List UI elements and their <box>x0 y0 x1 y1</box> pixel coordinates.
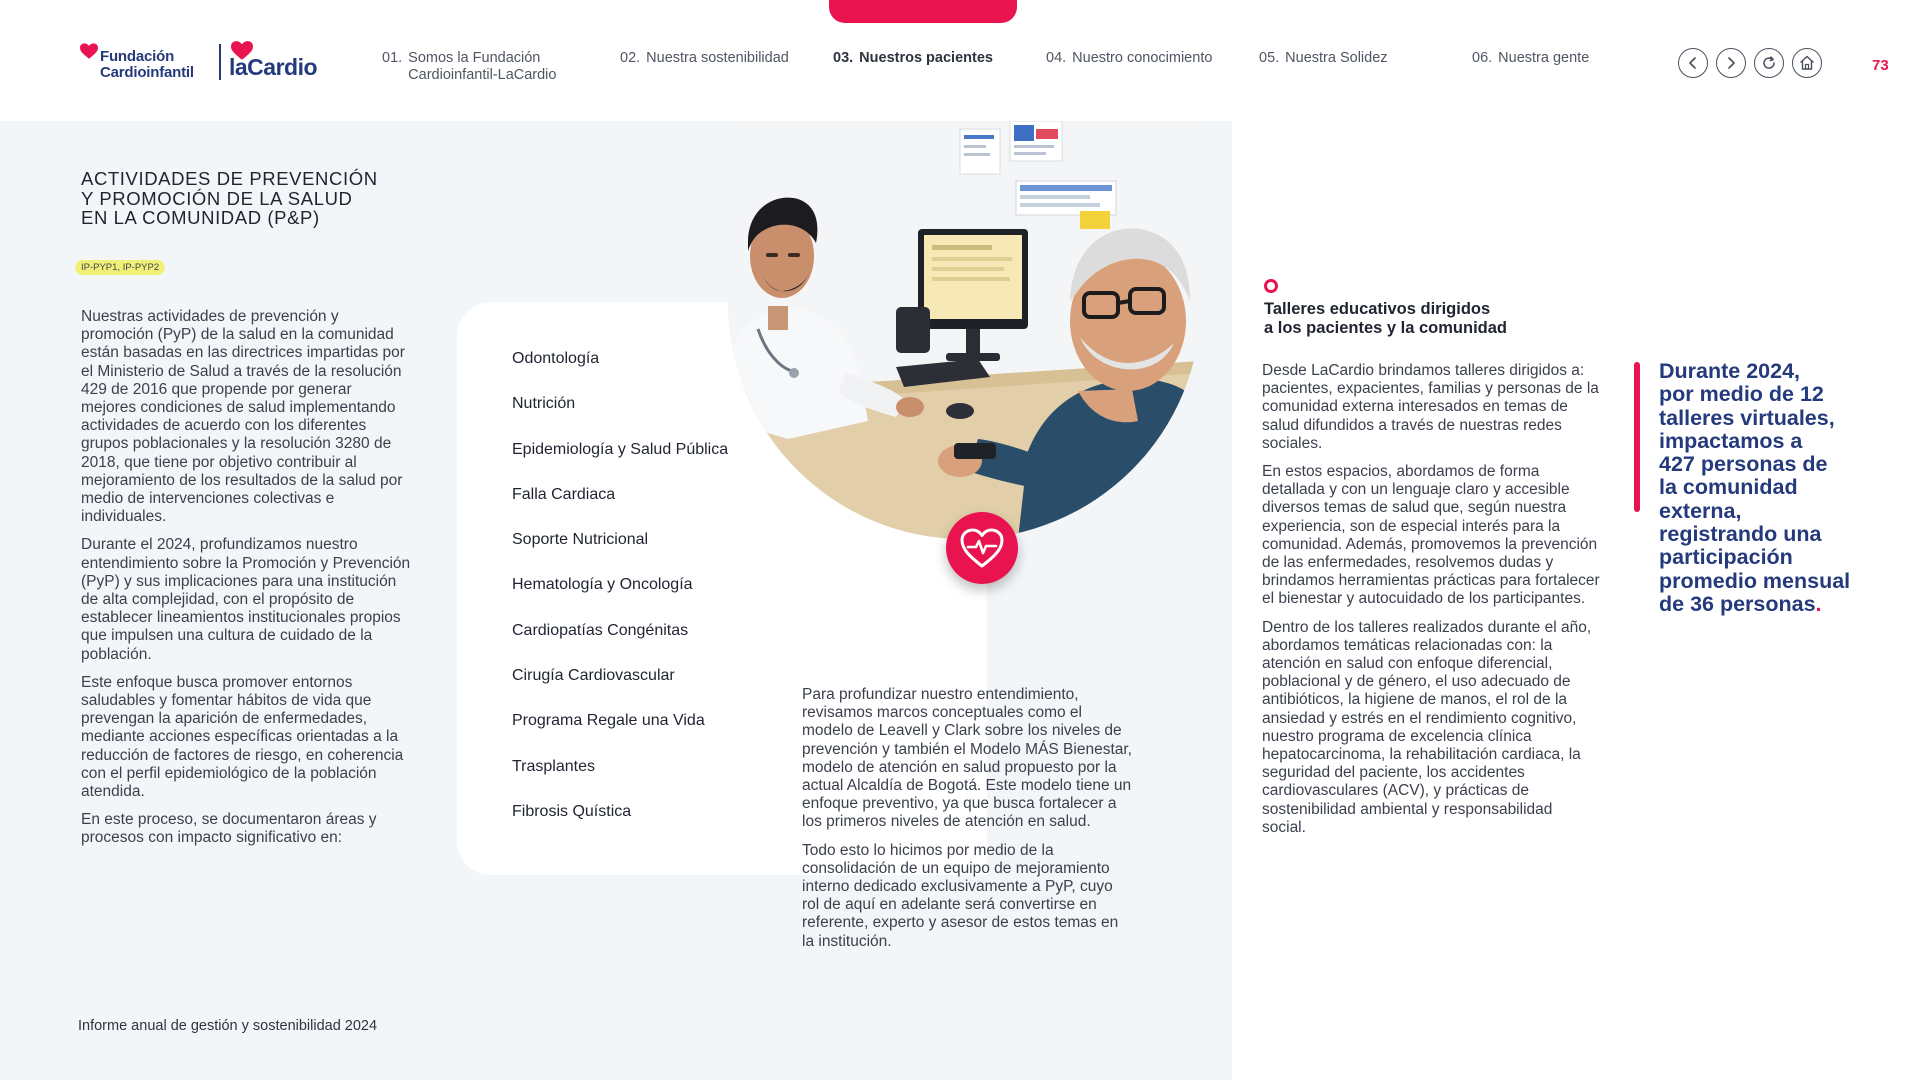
nav-number: 01. <box>382 50 403 66</box>
highlight-line: participación <box>1659 545 1793 570</box>
section-title <box>81 169 378 228</box>
highlight-last-line <box>1659 593 1899 616</box>
nav-number: 04. <box>1046 50 1067 66</box>
indicator-tag: IP-PYP1, IP-PYP2 <box>75 260 165 275</box>
home-button[interactable] <box>1792 48 1822 78</box>
nav-label: Nuestra gente <box>1498 50 1590 66</box>
list-item: Fibrosis Quística <box>512 802 632 820</box>
logo-line-2: Cardioinfantil <box>100 64 194 81</box>
paragraph: En estos espacios, abordamos de forma detallada y con un lenguaje claro y accesible diversos temas de salud que, según nuestra experiencia, son de especial interés para la comunidad. Además, promovemos la prevención de las enfermedades, resolvemos dudas y brindamos herramientas prácticas para fortalecer el bienestar y autocuidado de los participantes. <box>1262 463 1600 608</box>
list-item: Soporte Nutricional <box>512 531 649 549</box>
list-item: Nutrición <box>512 395 576 413</box>
nav-item-gente[interactable] <box>1472 50 1589 67</box>
highlight-accent-bar <box>1634 362 1640 512</box>
nav-item-pacientes[interactable] <box>833 50 993 67</box>
workshops-title-line: a los pacientes y la comunidad <box>1264 319 1507 337</box>
highlight-line: talleres virtuales, <box>1659 405 1835 430</box>
highlight-line: impactamos a <box>1659 428 1803 453</box>
paragraph: Durante el 2024, profundizamos nuestro entendimiento sobre la Promoción y Prevención (PyP) y sus implicaciones para una institución de alta complejidad, con el propósito de establecer lineamientos institucionales propios que impulsen una cultura de cuidado de la población. <box>81 536 411 663</box>
nav-number: 03. <box>833 50 854 66</box>
nav-label: Nuestro conocimiento <box>1072 50 1213 66</box>
paragraph: En este proceso, se documentaron áreas y procesos con impacto significativo en: <box>81 811 377 847</box>
nav-number: 02. <box>620 50 641 66</box>
nav-label <box>408 50 556 84</box>
section-nav <box>0 50 1920 90</box>
section-title-line: Y PROMOCIÓN DE LA SALUD <box>81 187 353 209</box>
heart-pulse-icon <box>959 527 1005 569</box>
chevron-right-icon <box>1724 56 1738 70</box>
page-number: 73 <box>1872 57 1889 74</box>
nav-label-line-2: Cardioinfantil-LaCardio <box>408 67 557 83</box>
active-section-tab-marker <box>829 0 1017 23</box>
nav-label: Nuestra sostenibilidad <box>646 50 789 66</box>
workshops-title <box>1264 300 1507 338</box>
intro-text <box>81 308 411 858</box>
highlight-line: registrando una <box>1659 522 1822 547</box>
list-item: Epidemiología y Salud Pública <box>512 440 729 458</box>
nav-label: Nuestra Solidez <box>1285 50 1388 66</box>
highlight-line: la comunidad <box>1659 475 1798 500</box>
highlight-line: promedio mensual <box>1659 568 1851 593</box>
paragraph: Desde LaCardio brindamos talleres dirigidos a: pacientes, expacientes, familias y personas de la comunidad externa interesados en temas de salud difundidos a través de nuestras redes sociales. <box>1262 362 1599 452</box>
framework-text <box>802 686 1132 961</box>
nav-item-conocimiento[interactable] <box>1046 50 1212 67</box>
workshops-text <box>1262 362 1600 847</box>
highlight-line: de 36 personas <box>1659 591 1816 616</box>
ring-bullet-icon <box>1264 279 1278 293</box>
previous-page-button[interactable] <box>1678 48 1708 78</box>
heart-pulse-badge <box>946 512 1018 584</box>
paragraph: Para profundizar nuestro entendimiento, revisamos marcos conceptuales como el modelo de Leavell y Clark sobre los niveles de prevención y también el Modelo MÁS Bienestar, modelo de atención en salud propuesto por la actual Alcaldía de Bogotá. Este modelo tiene un enfoque preventivo, ya que busca fortalecer a los primeros niveles de atención en salud. <box>802 686 1132 831</box>
list-item: Cardiopatías Congénitas <box>512 621 689 639</box>
lacardio-wordmark: laCardio <box>229 54 318 80</box>
highlight-line: por medio de 12 <box>1659 382 1824 407</box>
reload-button[interactable] <box>1754 48 1784 78</box>
paragraph: Nuestras actividades de prevención y promoción (PyP) de la salud en la comunidad están basadas en las directrices impartidas por el Ministerio de Salud a través de la resolución 429 de 2016 que propende por generar mejores condiciones de salud implementando actividades de acuerdo con los diferentes grupos poblacionales y la resolución 3280 de 2018, que tiene por objetivo contribuir al mejoramiento de los resultados de la salud por medio de intervenciones colectivas e individuales. <box>81 308 405 526</box>
home-icon <box>1798 54 1816 72</box>
next-page-button[interactable] <box>1716 48 1746 78</box>
highlight-line: externa, <box>1659 498 1742 523</box>
nav-number: 05. <box>1259 50 1280 66</box>
nav-number: 06. <box>1472 50 1493 66</box>
nav-label-line-1: Somos la Fundación <box>408 50 541 66</box>
list-item: Hematología y Oncología <box>512 576 693 594</box>
paragraph: Este enfoque busca promover entornos saludables y fomentar hábitos de vida que prevengan la aparición de enfermedades, mediante acciones específicas orientadas a la reducción de factores de riesgo, en coherencia con el perfil epidemiológico de la población atendida. <box>81 673 404 801</box>
logo-line-1: Fundación <box>100 48 175 65</box>
nav-item-somos[interactable] <box>382 50 556 84</box>
section-title-line: EN LA COMUNIDAD (P&P) <box>81 207 320 228</box>
highlight-period: . <box>1815 591 1822 616</box>
highlight-line: Durante 2024, <box>1659 359 1801 383</box>
list-item: Odontología <box>512 350 600 367</box>
highlight-line: 427 personas de <box>1659 452 1828 477</box>
refresh-icon <box>1761 55 1777 71</box>
list-item: Falla Cardiaca <box>512 485 616 503</box>
paragraph: Todo esto lo hicimos por medio de la consolidación de un equipo de mejoramiento interno dedicado exclusivamente a PyP, cuyo rol de aquí en adelante será convertirse en referente, experto y asesor de estos temas en la institución. <box>802 841 1119 950</box>
nav-item-solidez[interactable] <box>1259 50 1388 67</box>
workshops-title-line: Talleres educativos dirigidos <box>1264 300 1491 318</box>
chevron-left-icon <box>1686 56 1700 70</box>
section-title-line: ACTIVIDADES DE PREVENCIÓN <box>81 168 378 189</box>
paragraph: Dentro de los talleres realizados durante el año, abordamos temáticas relacionadas con: la atención en salud con enfoque diferencial, poblacional y de género, el uso adecuado de antibióticos, la higiene de manos, el rol de la ansiedad y estrés en el rendimiento cognitivo, nuestro programa de excelencia clínica hepatocarcinoma, la rehabilitación cardiaca, la seguridad del paciente, los accidentes cardiovasculares (ACV), y prácticas de sostenibilidad ambiental y responsabilidad social. <box>1262 618 1592 836</box>
list-item: Programa Regale una Vida <box>512 712 705 730</box>
nav-label: Nuestros pacientes <box>859 50 993 66</box>
list-item: Cirugía Cardiovascular <box>512 667 675 685</box>
impact-areas-list <box>512 341 728 839</box>
nav-item-sostenibilidad[interactable] <box>620 50 789 67</box>
report-footer: Informe anual de gestión y sostenibilidad 2024 <box>78 1018 378 1034</box>
list-item: Trasplantes <box>512 757 595 775</box>
workshops-highlight <box>1659 360 1899 616</box>
